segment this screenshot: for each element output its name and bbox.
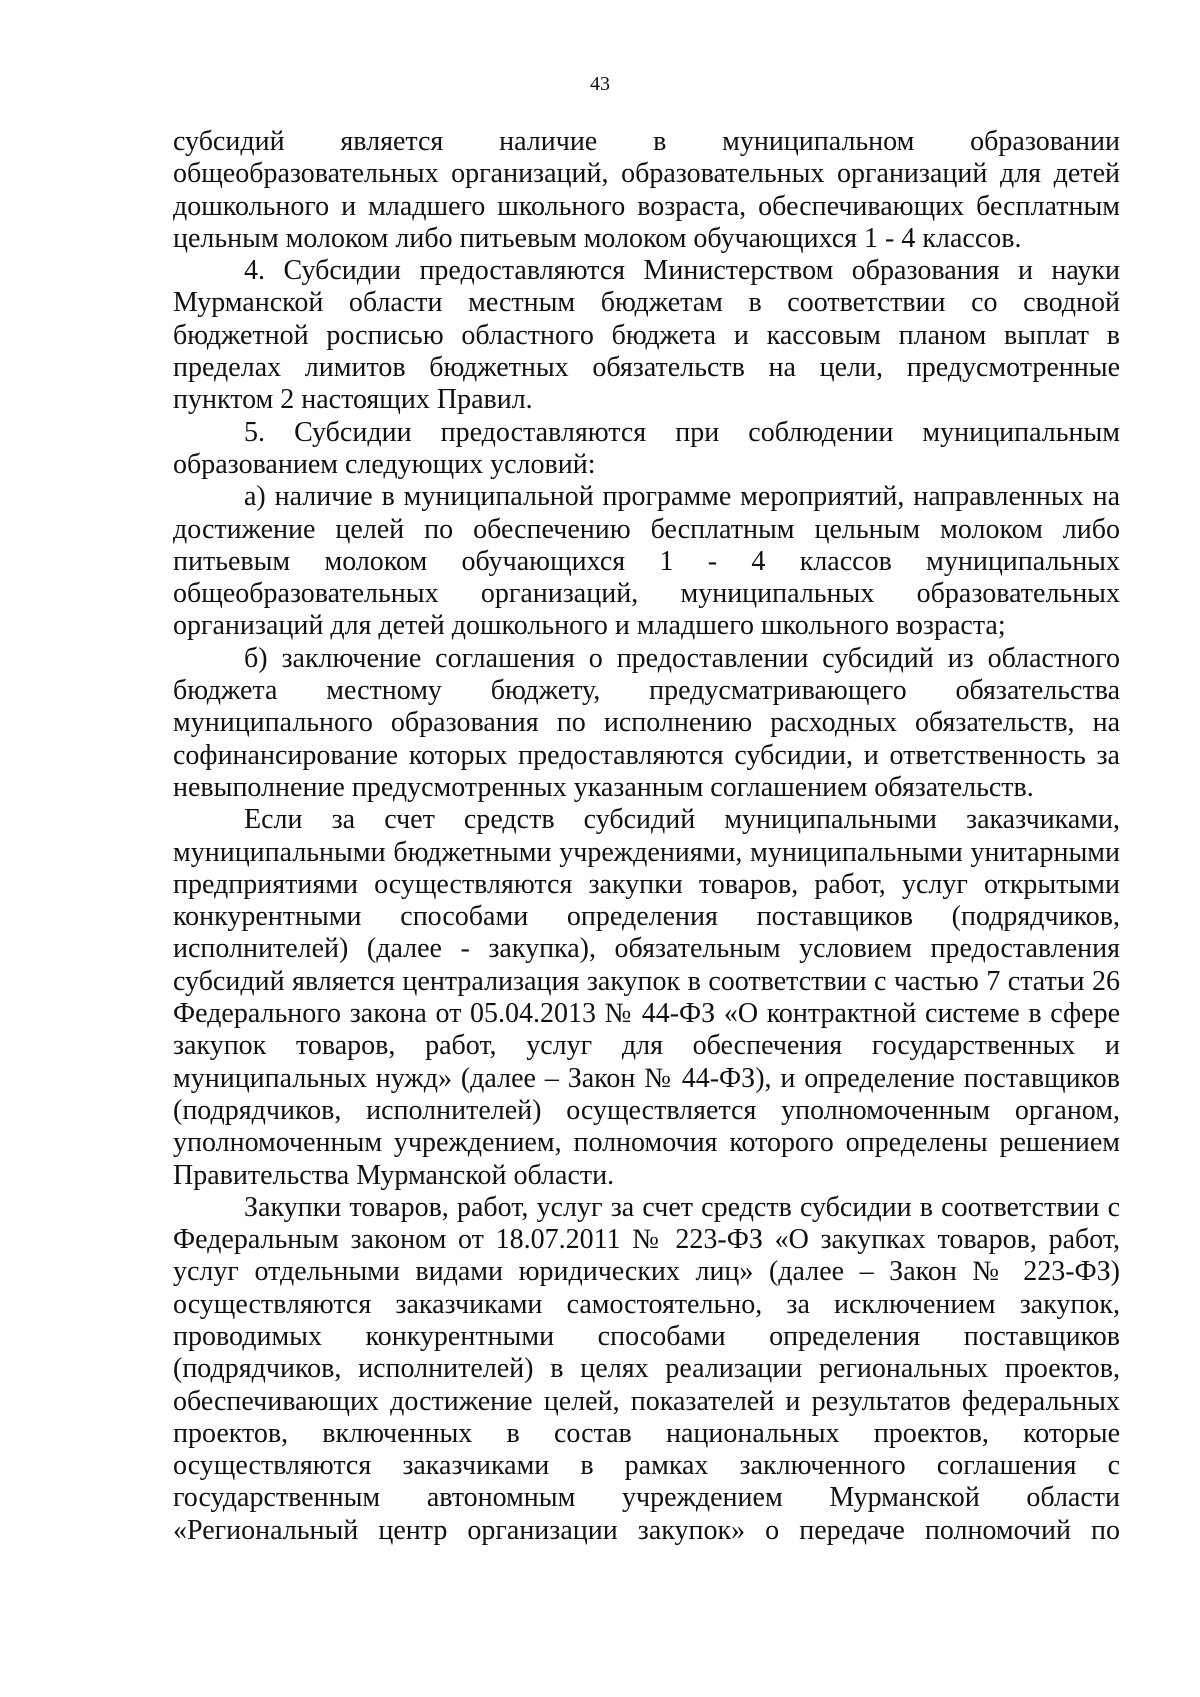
paragraph-centralization: Если за счет средств субсидий муниципальными заказчиками, муниципальными бюджетными учреждениями, муниципальными унитарными предприятиями осуществляются закупки товаров, работ, услуг открытыми конкурентными способами определения поставщиков (подрядчиков, исполнителей) (далее - закупка), обязательным условием предоставления субсидий является централизация закупок в соответствии с частью 7 статьи 26 Федерального закона от 05.04.2013 № 44-ФЗ «О контрактной системе в сфере закупок товаров, работ, услуг для обеспечения государственных и муниципальных нужд» (далее – Закон № 44-ФЗ), и определение поставщиков (подрядчиков, исполнителей) осуществляется уполномоченным органом, уполномоченным учреждением, полномочия которого определены решением Правительства Мурманской области. bbox=[173, 804, 1120, 1191]
page-number: 43 bbox=[590, 73, 610, 95]
paragraph-clause-4: 4. Субсидии предоставляются Министерством образования и науки Мурманской области местным бюджетам в соответствии со сводной бюджетной росписью областного бюджета и кассовым планом выплат в пределах лимитов бюджетных обязательств на цели, предусмотренные пунктом 2 настоящих Правил. bbox=[173, 255, 1120, 416]
paragraph-continuation: субсидий является наличие в муниципальном образовании общеобразовательных организаций, образовательных организаций для детей дошкольного и младшего школьного возраста, обеспечивающих бесплатным цельным молоком либо питьевым молоком обучающихся 1 - 4 классов. bbox=[173, 126, 1120, 254]
paragraph-subclause-b: б) заключение соглашения о предоставлении субсидий из областного бюджета местному бюджету, предусматривающего обязательства муниципального образования по исполнению расходных обязательств, на софинансирование которых предоставляются субсидии, и ответственность за невыполнение предусмотренных указанным соглашением обязательств. bbox=[173, 642, 1120, 803]
paragraph-subclause-a: а) наличие в муниципальной программе мероприятий, направленных на достижение целей по обеспечению бесплатным цельным молоком либо питьевым молоком обучающихся 1 - 4 классов муниципальных общеобразовательных организаций, муниципальных образовательных организаций для детей дошкольного и младшего школьного возраста; bbox=[173, 481, 1120, 642]
paragraph-223fz-purchases: Закупки товаров, работ, услуг за счет средств субсидии в соответствии с Федеральным законом от 18.07.2011 № 223-ФЗ «О закупках товаров, работ, услуг отдельными видами юридических лиц» (далее – Закон № 223-ФЗ) осуществляются заказчиками самостоятельно, за исключением закупок, проводимых конкурентными способами определения поставщиков (подрядчиков, исполнителей) в целях реализации региональных проектов, обеспечивающих достижение целей, показателей и результатов федеральных проектов, включенных в состав национальных проектов, которые осуществляются заказчиками в рамках заключенного соглашения с государственным автономным учреждением Мурманской области «Региональный центр организации закупок» о передаче полномочий по bbox=[173, 1191, 1120, 1546]
paragraph-clause-5: 5. Субсидии предоставляются при соблюдении муниципальным образованием следующих условий: bbox=[173, 416, 1120, 480]
document-body bbox=[173, 126, 1120, 1547]
